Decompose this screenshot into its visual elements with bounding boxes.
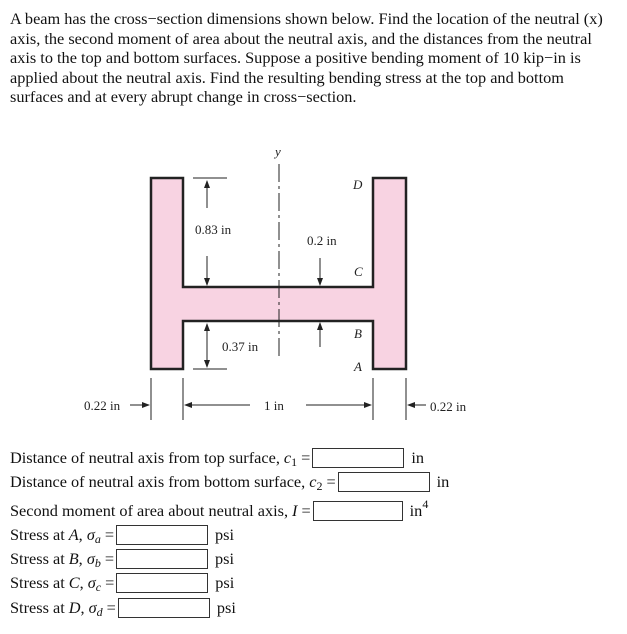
stress-a-eq: = (104, 525, 115, 544)
c2-symbol: c (309, 472, 317, 491)
dim-top-label: 0.83 in (195, 222, 232, 237)
problem-text: A beam has the cross−section dimensions shown below. Find the location of the neutral (x) axis, the second moment of area about the neutral axis, and the distances from the neutral axis to the top and bottom surfaces. Suppose a positive bending moment of 10 kip−in is applied about the neutral axis. Find the resulting bending stress at the top and bottom surfaces and at every abrupt chang (10, 9, 603, 106)
dim-left-flange-label: 0.22 in (84, 398, 121, 413)
stress-d-point: D (68, 598, 81, 617)
c2-eq: = (326, 472, 336, 491)
stress-b-eq: = (104, 549, 115, 568)
stress-c-symbol: σ (87, 573, 96, 592)
dim-web-label: 0.2 in (307, 233, 337, 248)
stress-a-symbol: σ (86, 525, 95, 544)
stress-b-symbol: σ (86, 549, 95, 568)
i-unit: in (409, 501, 423, 520)
stress-c-eq: = (105, 573, 115, 592)
stress-c-sub: c (95, 580, 102, 594)
point-a-label: A (354, 359, 362, 374)
dim-width-label: 1 in (264, 398, 284, 413)
stress-b-sub: b (94, 556, 101, 570)
dim-bottom-label: 0.37 in (222, 339, 259, 354)
c2-unit: in (436, 472, 450, 491)
point-c-label: C (354, 264, 363, 279)
stress-c-label: Stress at (10, 573, 65, 592)
stress-d-sub: d (96, 605, 103, 619)
i-symbol: I (292, 501, 298, 520)
stress-a-sub: a (94, 532, 101, 546)
stress-c-row: Stress at C , σ $_c$ = psi (10, 573, 235, 594)
c1-row: Distance of neutral axis from top surface, c $_1$ = in (10, 448, 424, 469)
stress-c-input[interactable] (116, 573, 208, 593)
overlap-a: e in (235, 87, 260, 106)
c1-symbol: c (283, 448, 292, 467)
stress-d-row: Stress at D , σ $_d$ = psi (10, 598, 236, 619)
stress-c-point: C (68, 573, 80, 592)
c1-label: Distance of neutral axis from top surface, (10, 448, 280, 467)
i-eq: = (301, 501, 311, 520)
c1-eq: = (301, 448, 311, 467)
y-axis-label: y (275, 144, 281, 159)
stress-b-row: Stress at B , σ $_b$ = psi (10, 549, 235, 570)
c2-row: Distance of neutral axis from bottom surface, c $_2$ = in (10, 472, 450, 493)
stress-a-input[interactable] (116, 525, 208, 545)
i-row: Second moment of area about neutral axis, I = in $^4$ (10, 497, 429, 520)
stress-b-unit: psi (215, 549, 235, 568)
stress-d-symbol: σ (88, 598, 97, 617)
stress-a-row: Stress at A , σ $_a$ = psi (10, 525, 235, 546)
c2-label: Distance of neutral axis from bottom surface, (10, 472, 306, 491)
i-label: Second moment of area about neutral axis, (10, 501, 289, 520)
stress-d-label: Stress at (10, 598, 65, 617)
problem-text-end: −section. (297, 87, 357, 106)
stress-c-unit: psi (215, 573, 235, 592)
overlap-b: cross (263, 87, 298, 106)
point-b-label: B (354, 326, 362, 341)
stress-b-point: B (68, 549, 79, 568)
stress-b-label: Stress at (10, 549, 65, 568)
stress-b-input[interactable] (116, 549, 208, 569)
i-input[interactable] (313, 501, 403, 521)
c2-input[interactable] (338, 472, 430, 492)
point-d-label: D (353, 177, 363, 192)
c1-unit: in (411, 448, 424, 467)
c1-input[interactable] (312, 448, 404, 468)
stress-d-unit: psi (216, 598, 236, 617)
stress-d-eq: = (106, 598, 116, 617)
stress-a-point: A (68, 525, 79, 544)
stress-a-unit: psi (215, 525, 235, 544)
stress-d-input[interactable] (118, 598, 210, 618)
stress-a-label: Stress at (10, 525, 65, 544)
dim-right-flange-label: 0.22 in (430, 399, 467, 414)
